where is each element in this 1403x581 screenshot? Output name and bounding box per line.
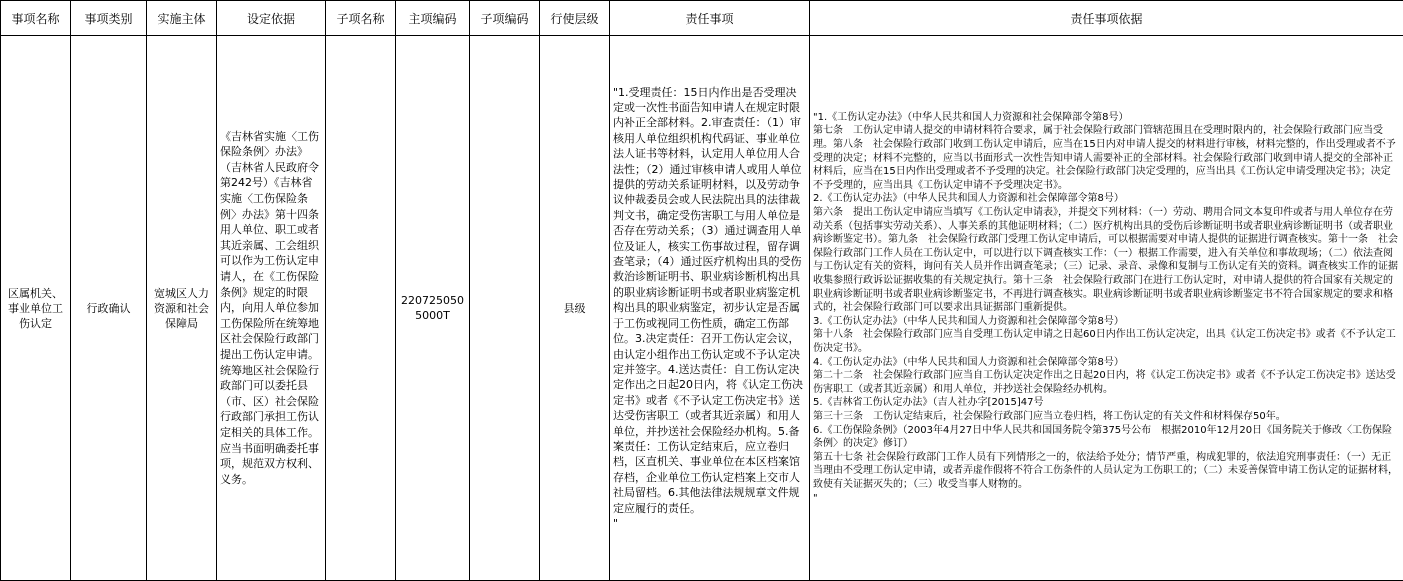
cell-responsibility: "1.受理责任：15日内作出是否受理决定或一次性书面告知申请人在规定时限内补正全部材料。2.审查责任：（1）审核用人单位组织机构代码证、事业单位法人证书等材料，认定用人单位用人合法性；（2）通过审核申请人或用人单位提供的劳动关系证明材料，以及劳动争议仲裁委员会或人民法院出具的法律裁判文书，确定受伤害职工与用人单位是否存在劳动关系；（3）通过调查用人单位及证人，核实工伤事故过程，留存调查笔录；（4）通过医疗机构出具的受伤救治诊断证明书、职业病诊断机构出具的职业病诊断证明书或者职业病鉴定机构出具的职业病鉴定，初步认定是否属于工伤或视同工伤性质，确定工伤部位。3.决定责任：召开工伤认定会议，由认定小组作出工伤认定或不予认定决定并签字。4.送达责任：自工伤认定决定作出之日起20日内，将《认定工伤决定书》或者《不予认定工伤决定书》送达受伤害职工（或者其近亲属）和用人单位，并抄送社会保险经办机构。5.备案责任：工伤认定结束后，应立卷归档，区直机关、事业单位在本区档案馆存档，企业单位工伤认定档案上交市人社局留档。6.其他法律法规规章文件规定应履行的责任。 "	[610, 36, 810, 581]
header-sub-code: 子项编码	[470, 1, 540, 36]
header-row	[1, 1, 1403, 36]
header-sub-item-name: 子项名称	[326, 1, 396, 36]
header-responsibility-basis: 责任事项依据	[810, 1, 1403, 36]
header-item-category: 事项类别	[71, 1, 147, 36]
cell-basis: 《吉林省实施〈工伤保险条例〉办法》（吉林省人民政府令第242号）《吉林省实施〈工伤保险条例〉办法》第十四条 用人单位、职工或者其近亲属、工会组织可以作为工伤认定申请人，在《工伤保险条例》规定的时限内，向用人单位参加工伤保险所在统筹地区社会保险行政部门提出工伤认定申请。 统筹地区社会保险行政部门可以委托县（市、区）社会保险行政部门承担工伤认定相关的具体工作。应当书面明确委托事项，规范双方权利、义务。	[217, 36, 326, 581]
header-item-name: 事项名称	[1, 1, 71, 36]
cell-item-category: 行政确认	[71, 36, 147, 581]
header-implementing-body: 实施主体	[147, 1, 217, 36]
cell-sub-code	[470, 36, 540, 581]
header-basis: 设定依据	[217, 1, 326, 36]
header-main-code: 主项编码	[396, 1, 470, 36]
cell-main-code: 2207250505000T	[396, 36, 470, 581]
table-row	[1, 36, 1403, 581]
cell-implementing-body: 宽城区人力资源和社会保障局	[147, 36, 217, 581]
header-level: 行使层级	[540, 1, 610, 36]
cell-level: 县级	[540, 36, 610, 581]
header-responsibility: 责任事项	[610, 1, 810, 36]
cell-item-name: 区属机关、事业单位工伤认定	[1, 36, 71, 581]
cell-sub-item-name	[326, 36, 396, 581]
cell-responsibility-basis: "1.《工伤认定办法》（中华人民共和国人力资源和社会保障部令第8号） 第七条 工伤认定申请人提交的申请材料符合要求，属于社会保险行政部门管辖范围且在受理时限内的，社会保险行政部门应当受理。第八条 社会保险行政部门收到工伤认定申请后，应当在15日内对申请人提交的材料进行审核，材料完整的，作出受理或者不予受理的决定；材料不完整的，应当以书面形式一次性告知申请人需要补正的全部材料。社会保险行政部门收到申请人提交的全部补正材料后，应当在15日内作出受理或者不予受理的决定。社会保险行政部门决定受理的，应当出具《工伤认定申请受理决定书》；决定不予受理的，应当出具《工伤认定申请不予受理决定书》。 2.《工伤认定办法》（中华人民共和国人力资源和社会保障部令第8号） 第六条 提出工伤认定申请应当填写《工伤认定申请表》，并提交下列材料：（一）劳动、聘用合同文本复印件或者与用人单位存在劳动关系（包括事实劳动关系）、人事关系的其他证明材料；（二）医疗机构出具的受伤后诊断证明书或者职业病诊断证明书（或者职业病诊断鉴定书）。第九条 社会保险行政部门受理工伤认定申请后，可以根据需要对申请人提供的证据进行调查核实。第十一条 社会保险行政部门工作人员在工伤认定中，可以进行以下调查核实工作：（一）根据工作需要，进入有关单位和事故现场；（二）依法查阅与工伤认定有关的资料，询问有关人员并作出调查笔录；（三）记录、录音、录像和复制与工伤认定有关的资料。调查核实工作的证据收集参照行政诉讼证据收集的有关规定执行。第十三条 社会保险行政部门在进行工伤认定时，对申请人提供的符合国家有关规定的职业病诊断证明书或者职业病诊断鉴定书，不再进行调查核实。职业病诊断证明书或者职业病诊断鉴定书不符合国家规定的要求和格式的，社会保险行政部门可以要求出具证据部门重新提供。 3.《工伤认定办法》（中华人民共和国人力资源和社会保障部令第8号） 第十八条 社会保险行政部门应当自受理工伤认定申请之日起60日内作出工伤认定决定，出具《认定工伤决定书》或者《不予认定工伤决定书》。 4.《工伤认定办法》（中华人民共和国人力资源和社会保障部令第8号） 第二十二条 社会保险行政部门应当自工伤认定决定作出之日起20日内，将《认定工伤决定书》或者《不予认定工伤决定书》送达受伤害职工（或者其近亲属）和用人单位，并抄送社会保险经办机构。 5.《吉林省工伤认定办法》（吉人社办字[2015]47号 第三十三条 工伤认定结束后，社会保险行政部门应当立卷归档，将工伤认定的有关文件和材料保存50年。 6.《工伤保险条例》（2003年4月27日中华人民共和国国务院令第375号公布 根据2010年12月20日《国务院关于修改〈工伤保险条例〉的决定》修订） 第五十七条 社会保险行政部门工作人员有下列情形之一的，依法给予处分；情节严重，构成犯罪的，依法追究刑事责任：（一）无正当理由不受理工伤认定申请，或者弄虚作假将不符合工伤条件的人员认定为工伤职工的；（二）未妥善保管申请工伤认定的证据材料，致使有关证据灭失的；（三）收受当事人财物的。 "	[810, 36, 1403, 581]
